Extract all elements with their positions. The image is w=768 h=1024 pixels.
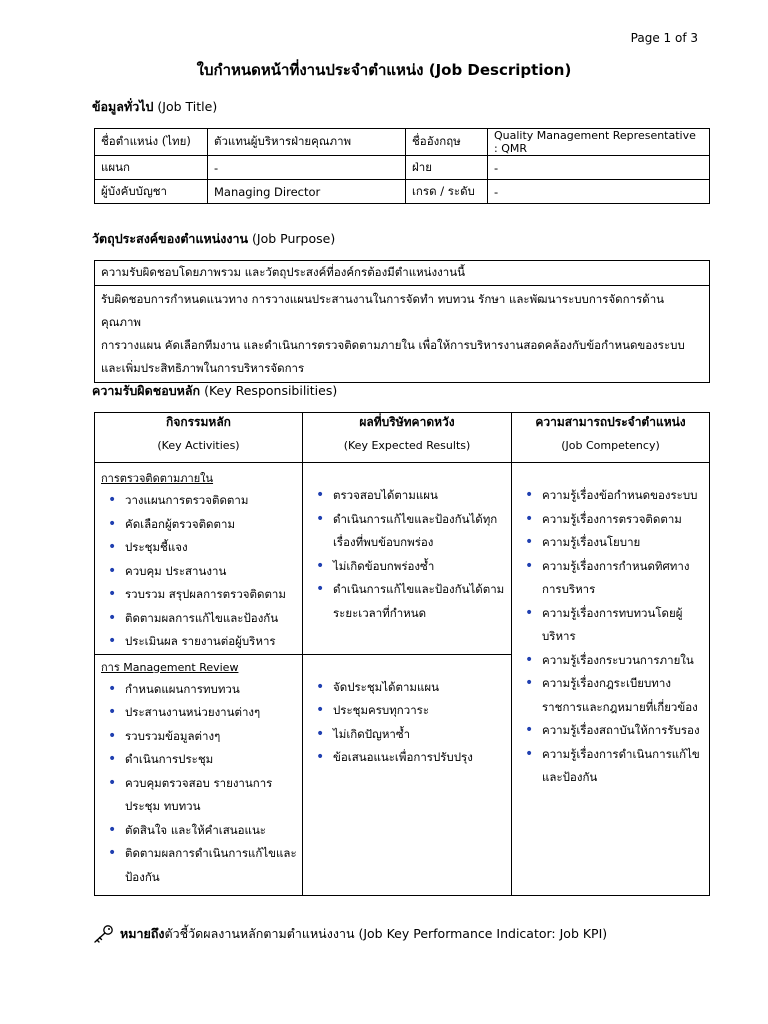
competency-item	[520, 649, 709, 673]
value-position-english: Quality Management Representative : QMR	[488, 129, 710, 156]
responsibilities-heading-bold: ความรับผิดชอบหลัก	[92, 383, 201, 398]
list-item-text: ความรู้เรื่องกฎระเบียบทางราชการและกฎหมายที่เกี่ยวข้อง	[542, 676, 698, 714]
activity-item	[103, 607, 302, 631]
purpose-line: การวางแผน คัดเลือกทีมงาน และดำเนินการตรวจติดตามภายใน เพื่อให้การบริหารงานสอดคล้องกับข้อกำหนดของระบบ	[101, 338, 685, 352]
table-row	[95, 286, 710, 383]
kpi-legend	[92, 924, 607, 944]
bullet-icon: •	[316, 581, 325, 597]
competency-item	[520, 672, 709, 719]
bullet-icon: •	[316, 702, 325, 718]
label-department: แผนก	[95, 156, 208, 180]
list-item-text: จัดประชุมได้ตามแผน	[333, 679, 440, 694]
activity-item	[103, 772, 302, 819]
list-item-text: ดำเนินการแก้ไขและป้องกันได้ตามระยะเวลาที่กำหนด	[333, 582, 505, 620]
bullet-icon: •	[108, 562, 117, 579]
competency-item	[520, 508, 709, 532]
table-row	[95, 261, 710, 286]
competency-item	[520, 555, 709, 602]
bullet-icon: •	[525, 604, 534, 621]
list-item-text: กำหนดแผนการทบทวน	[125, 681, 240, 696]
group2-results-list	[303, 676, 511, 770]
list-item-text: ความรู้เรื่องการตรวจติดตาม	[542, 511, 682, 526]
group2-activities-list	[95, 678, 302, 890]
column-header-english: (Job Competency)	[561, 439, 660, 452]
list-item-text: ความรู้เรื่องการทบทวนโดยผู้บริหาร	[542, 605, 683, 643]
expected-result-item	[311, 699, 511, 723]
bullet-icon: •	[316, 487, 325, 503]
table-row	[95, 156, 710, 180]
activity-item	[103, 630, 302, 654]
bullet-icon: •	[108, 704, 117, 720]
competency-item	[520, 531, 709, 555]
bullet-icon: •	[316, 510, 325, 527]
column-header-thai: ความสามารถประจำตำแหน่ง	[535, 415, 686, 429]
purpose-heading-bold: วัตถุประสงค์ของตำแหน่งงาน	[92, 231, 249, 246]
list-item-text: ความรู้เรื่องกระบวนการภายใน	[542, 652, 694, 667]
responsibilities-heading-rest: (Key Responsibilities)	[200, 383, 338, 398]
group2-title: การ Management Review	[101, 660, 239, 674]
value-grade: -	[488, 180, 710, 204]
bullet-icon: •	[108, 586, 117, 602]
group1-activities-list	[95, 489, 302, 654]
bullet-icon: •	[525, 722, 534, 738]
list-item-text: ความรู้เรื่องการดำเนินการแก้ไขและป้องกัน	[542, 746, 700, 784]
bullet-icon: •	[108, 492, 117, 508]
bullet-icon: •	[108, 515, 117, 532]
bullet-icon: •	[316, 725, 325, 742]
group1-activities-cell	[95, 463, 303, 655]
bullet-icon: •	[525, 487, 534, 503]
list-item-text: ตรวจสอบได้ตามแผน	[333, 488, 438, 502]
activity-item	[103, 536, 302, 560]
value-department: -	[208, 156, 406, 180]
value-position-thai: ตัวแทนผู้บริหารฝ่ายคุณภาพ	[208, 129, 406, 156]
bullet-icon: •	[108, 539, 117, 555]
competency-item	[520, 743, 709, 790]
general-info-table	[94, 128, 710, 204]
table-row	[95, 129, 710, 156]
activity-item	[103, 842, 302, 889]
activity-item	[103, 513, 302, 537]
expected-result-item	[311, 508, 511, 555]
table-row	[95, 463, 710, 655]
activity-item	[103, 583, 302, 607]
bullet-icon: •	[525, 675, 534, 691]
kpi-legend-bold: หมายถึง	[120, 926, 165, 941]
list-item-text: ตัดสินใจ และให้คำเสนอแนะ	[125, 822, 266, 837]
list-item-text: ไม่เกิดปัญหาซ้ำ	[333, 726, 411, 741]
activity-item	[103, 701, 302, 725]
activity-item	[103, 819, 302, 843]
column-header-english: (Key Expected Results)	[343, 439, 471, 452]
purpose-heading	[92, 229, 335, 249]
column-header-competency	[512, 413, 710, 463]
responsibilities-heading	[92, 381, 337, 401]
group1-results-cell	[303, 463, 512, 655]
purpose-heading-rest: (Job Purpose)	[248, 231, 336, 246]
bullet-icon: •	[525, 534, 534, 550]
column-header-activities	[95, 413, 303, 463]
responsibilities-table	[94, 412, 710, 896]
list-item-text: ความรู้เรื่องการกำหนดทิศทางการบริหาร	[542, 558, 690, 596]
expected-result-item	[311, 484, 511, 508]
label-position-thai: ชื่อตำแหน่ง (ไทย)	[95, 129, 208, 156]
purpose-header-cell: ความรับผิดชอบโดยภาพรวม และวัตถุประสงค์ที่องค์กรต้องมีตำแหน่งงานนี้	[95, 261, 710, 286]
list-item-text: ดำเนินการประชุม	[125, 752, 214, 766]
page-number: Page 1 of 3	[630, 31, 698, 45]
list-item-text: รวบรวม สรุปผลการตรวจติดตาม	[125, 587, 286, 601]
value-division: -	[488, 156, 710, 180]
competency-item	[520, 602, 709, 649]
list-item-text: ความรู้เรื่องนโยบาย	[542, 535, 641, 549]
bullet-icon: •	[108, 727, 117, 744]
bullet-icon: •	[108, 774, 117, 791]
competency-cell	[512, 463, 710, 896]
list-item-text: ประสานงานหน่วยงานต่างๆ	[125, 705, 261, 719]
bullet-icon: •	[108, 845, 117, 861]
list-item-text: ดำเนินการแก้ไขและป้องกันได้ทุกเรื่องที่พบข้อบกพร่อง	[333, 511, 498, 549]
column-header-thai: ผลที่บริษัทคาดหวัง	[359, 415, 455, 429]
column-header-results	[303, 413, 512, 463]
competency-item	[520, 719, 709, 743]
table-header-row	[95, 413, 710, 463]
bullet-icon: •	[525, 557, 534, 574]
general-info-heading	[92, 97, 217, 117]
bullet-icon: •	[525, 745, 534, 762]
activity-item	[103, 748, 302, 772]
label-position-english: ชื่ออังกฤษ	[406, 129, 488, 156]
expected-result-item	[311, 555, 511, 579]
list-item-text: ประเมินผล รายงานต่อผู้บริหาร	[125, 634, 276, 648]
list-item-text: ข้อเสนอแนะเพื่อการปรับปรุง	[333, 750, 473, 764]
list-item-text: ประชุมชี้แจง	[125, 540, 188, 554]
group2-activities-cell	[95, 654, 303, 895]
group1-title: การตรวจติดตามภายใน	[101, 472, 214, 485]
label-supervisor: ผู้บังคับบัญชา	[95, 180, 208, 204]
group1-results-list	[303, 484, 511, 625]
expected-result-item	[311, 578, 511, 625]
list-item-text: วางแผนการตรวจติดตาม	[125, 493, 249, 507]
group2-results-cell	[303, 654, 512, 895]
document-title: ใบกำหนดหน้าที่งานประจำตำแหน่ง (Job Description)	[196, 61, 572, 79]
bullet-icon: •	[108, 609, 117, 626]
column-header-thai: กิจกรรมหลัก	[166, 415, 231, 429]
activity-item	[103, 678, 302, 702]
list-item-text: ควบคุม ประสานงาน	[125, 563, 227, 578]
expected-result-item	[311, 723, 511, 747]
bullet-icon: •	[108, 751, 117, 767]
activity-item	[103, 489, 302, 513]
competency-item	[520, 484, 709, 508]
purpose-text-cell	[95, 286, 710, 383]
list-item-text: ประชุมครบทุกวาระ	[333, 703, 430, 717]
purpose-table	[94, 260, 710, 383]
purpose-line: และเพิ่มประสิทธิภาพในการบริหารจัดการ	[101, 361, 305, 375]
list-item-text: ความรู้เรื่องข้อกำหนดของระบบ	[542, 488, 698, 502]
value-supervisor: Managing Director	[208, 180, 406, 204]
label-grade: เกรด / ระดับ	[406, 180, 488, 204]
list-item-text: ควบคุมตรวจสอบ รายงานการประชุม ทบทวน	[125, 775, 273, 813]
general-info-heading-bold: ข้อมูลทั่วไป	[92, 99, 154, 114]
label-division: ฝ่าย	[406, 156, 488, 180]
list-item-text: คัดเลือกผู้ตรวจติดตาม	[125, 516, 236, 531]
expected-result-item	[311, 676, 511, 700]
bullet-icon: •	[316, 749, 325, 765]
kpi-legend-text: ตัวชี้วัดผลงานหลักตามตำแหน่งงาน (Job Key Performance Indicator: Job KPI)	[164, 926, 608, 941]
list-item-text: ความรู้เรื่องสถาบันให้การรับรอง	[542, 723, 700, 737]
key-icon	[92, 924, 114, 944]
column-header-english: (Key Activities)	[157, 439, 240, 452]
purpose-line: รับผิดชอบการกำหนดแนวทาง การวางแผนประสานงานในการจัดทำ ทบทวน รักษา และพัฒนาระบบการจัดการด้านคุณภาพ	[101, 292, 665, 329]
competency-list	[512, 484, 709, 790]
list-item-text: ไม่เกิดข้อบกพร่องซ้ำ	[333, 558, 435, 573]
bullet-icon: •	[108, 633, 117, 649]
bullet-icon: •	[525, 510, 534, 527]
bullet-icon: •	[108, 680, 117, 697]
activity-item	[103, 725, 302, 749]
activity-item	[103, 560, 302, 584]
general-info-heading-rest: (Job Title)	[153, 99, 218, 114]
bullet-icon: •	[316, 678, 325, 695]
table-row	[95, 180, 710, 204]
bullet-icon: •	[316, 557, 325, 574]
expected-result-item	[311, 746, 511, 770]
list-item-text: ติดตามผลการดำเนินการแก้ไขและป้องกัน	[125, 846, 297, 884]
bullet-icon: •	[525, 651, 534, 668]
list-item-text: ติดตามผลการแก้ไขและป้องกัน	[125, 610, 279, 625]
bullet-icon: •	[108, 821, 117, 838]
list-item-text: รวบรวมข้อมูลต่างๆ	[125, 728, 221, 743]
